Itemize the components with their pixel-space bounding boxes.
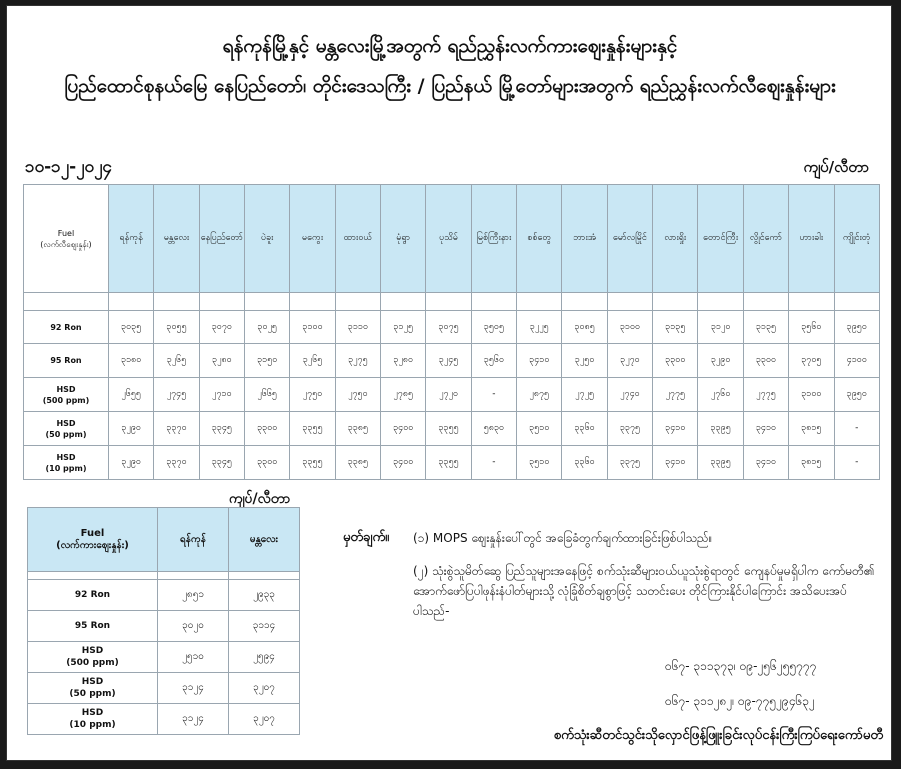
wholesale-table-body	[28, 572, 300, 735]
price-cell: ၂၈၇၅	[517, 378, 562, 412]
price-cell: ၃၈၁၅	[789, 446, 834, 480]
price-cell: ၃၉၅၀	[834, 311, 880, 344]
price-cell: ၂၇၂၀	[426, 378, 471, 412]
contact-phone-1: ၀၆၇- ၃၁၁၃၇၃၊ ၀၉-၂၅၆၂၅၅၇၇၇	[665, 659, 817, 673]
table-row	[28, 580, 300, 611]
retail-table-header-row	[24, 185, 880, 293]
price-cell: ၃၄၀၀	[381, 446, 426, 480]
price-cell: ၂၈၅၁	[158, 580, 229, 611]
price-cell: ၃၄၁၀	[743, 446, 788, 480]
price-cell: ၃၂၉၀	[109, 446, 154, 480]
price-cell: ၃၁၁၄	[229, 611, 300, 642]
price-cell: ၂၆၅၅	[109, 378, 154, 412]
city-column-header: မကွေး	[290, 185, 335, 293]
price-cell: ၃၁၂၄	[158, 704, 229, 735]
city-column-header: ရန်ကုန်	[109, 185, 154, 293]
price-cell: ၃၉၅၀	[834, 378, 880, 412]
price-cell: -	[834, 412, 880, 446]
fuel-type-grade: (10 ppm)	[69, 720, 116, 730]
price-cell: -	[471, 446, 516, 480]
table-spacer-row	[28, 572, 300, 580]
price-cell: ၃၃၇၀	[154, 446, 199, 480]
price-cell: ၃၁၀၀	[607, 311, 652, 344]
price-cell: ၃၃၄၅	[199, 446, 244, 480]
table-row	[24, 311, 880, 344]
fuel-type-name: 92 Ron	[74, 590, 111, 600]
title-line-2: ပြည်ထောင်စုနယ်မြေ နေပြည်တော်၊ တိုင်းဒေသကြီး / ပြည်နယ် မြို့တော်များအတွက် ရည်ညွှန်းလက်လီဈေးနှုန်းများ	[64, 75, 836, 97]
price-cell: ၃၃၅၅	[426, 412, 471, 446]
price-cell: ၃၅၀၅	[471, 311, 516, 344]
city-column-header: တောင်ကြီး	[698, 185, 743, 293]
fuel-type-cell	[28, 642, 158, 673]
table-row	[24, 378, 880, 412]
retail-price-table	[23, 184, 880, 480]
price-cell: ၂၇၅၀	[290, 378, 335, 412]
price-cell: ၃၀၈၅	[562, 311, 607, 344]
price-cell: ၃၂၀၇	[229, 704, 300, 735]
price-cell: ၃၀၂၅	[245, 311, 290, 344]
wholesale-table-header-row	[28, 508, 300, 572]
price-cell: ၃၂၉၀	[109, 412, 154, 446]
price-cell: ၂၇၈၅	[381, 378, 426, 412]
price-cell: ၃၃၉၅	[698, 412, 743, 446]
fuel-type-cell	[24, 378, 109, 412]
wholesale-col-yangon: ရန်ကုန်	[158, 508, 229, 572]
fuel-type-grade: (500 ppm)	[66, 658, 119, 668]
price-cell: ၃၃၀၀	[743, 344, 788, 378]
wholesale-fuel-header	[28, 508, 158, 572]
city-column-header: မန္တလေး	[154, 185, 199, 293]
city-column-header: ထားဝယ်	[335, 185, 380, 293]
price-cell: ၃၇၀၅	[789, 344, 834, 378]
price-cell: ၃၅၆၀	[471, 344, 516, 378]
price-cell: ၂၇၆၀	[698, 378, 743, 412]
contact-phone-2: ၀၆၇- ၃၁၁၂၈၂၊ ၀၉-၇၇၅၂၉၄၆၃၂	[665, 694, 815, 708]
price-cell: ၃၃၈၅	[335, 412, 380, 446]
price-cell: ၂၇၁၀	[199, 378, 244, 412]
price-cell: ၃၃၀၀	[245, 412, 290, 446]
notes-label: မှတ်ချက်။	[343, 530, 390, 545]
price-cell: ၃၂၇၅	[335, 344, 380, 378]
committee-signature: စက်သုံးဆီတင်သွင်းသိုလှောင်ဖြန့်ဖြူးခြင်းလုပ်ငန်းကြီးကြပ်ရေးကော်မတီ	[553, 728, 883, 743]
table-row	[24, 344, 880, 378]
price-cell: ၃၁၁၀	[335, 311, 380, 344]
wholesale-fuel-header-subtitle: (လက်ကားဈေးနှုန်း)	[56, 539, 129, 551]
price-cell: -	[834, 446, 880, 480]
fuel-type-name: HSD	[56, 452, 76, 462]
price-cell: ၃၄၁၀	[653, 412, 698, 446]
price-cell: ၃၂၆၅	[290, 344, 335, 378]
fuel-type-name: HSD	[81, 646, 104, 656]
fuel-type-name: HSD	[81, 708, 104, 718]
price-cell: -	[471, 378, 516, 412]
price-cell: ၃၂၇၀	[607, 344, 652, 378]
price-cell: ၂၇၇၅	[743, 378, 788, 412]
city-column-header: မြစ်ကြီးနား	[471, 185, 516, 293]
price-cell: ၃၀၅၅	[154, 311, 199, 344]
price-cell: ၂၇၅၀	[335, 378, 380, 412]
price-cell: ၃၃၅၅	[290, 412, 335, 446]
price-cell: ၃၅၁၀	[517, 446, 562, 480]
fuel-header-title: Fuel	[57, 228, 75, 238]
fuel-type-name: 92 Ron	[50, 322, 82, 332]
price-cell: ၃၂၅၀	[562, 344, 607, 378]
price-cell: ၃၂၉၀	[698, 344, 743, 378]
city-column-header: နေပြည်တော်	[199, 185, 244, 293]
price-cell: ၂၇၄၅	[154, 378, 199, 412]
fuel-type-name: 95 Ron	[50, 356, 82, 365]
city-column-header: စစ်တွေ	[517, 185, 562, 293]
price-cell: ၃၄၁၀	[517, 344, 562, 378]
price-cell: ၃၄၁၀	[743, 412, 788, 446]
fuel-type-name: HSD	[56, 418, 76, 428]
fuel-type-grade: (50 ppm)	[45, 429, 87, 439]
price-cell: ၃၃၉၅	[698, 446, 743, 480]
price-cell: ၃၁၀၀	[789, 378, 834, 412]
price-cell: ၃၁၃၅	[743, 311, 788, 344]
fuel-type-cell	[28, 704, 158, 735]
city-column-header: လွိုင်ကော်	[743, 185, 788, 293]
price-cell: ၃၁၂၀	[698, 311, 743, 344]
price-cell: ၃၁၂၄	[158, 673, 229, 704]
city-column-header: မော်လမြိုင်	[607, 185, 652, 293]
table-row	[28, 642, 300, 673]
notice-date: ၁၀-၁၂-၂၀၂၄	[25, 157, 112, 177]
fuel-type-grade: (500 ppm)	[42, 395, 90, 405]
price-cell: ၅၈၃၀	[471, 412, 516, 446]
table-row	[28, 611, 300, 642]
price-cell: ၃၀၂၀	[158, 611, 229, 642]
fuel-type-grade: (10 ppm)	[45, 463, 87, 473]
city-column-header: မုံရွာ	[381, 185, 426, 293]
fuel-column-header	[24, 185, 109, 293]
fuel-type-cell	[24, 446, 109, 480]
price-cell: ၃၃၀၀	[653, 344, 698, 378]
retail-table-body	[24, 293, 880, 480]
table-row	[24, 412, 880, 446]
price-cell: ၃၁၀၀	[290, 311, 335, 344]
price-cell: ၃၃၈၅	[335, 446, 380, 480]
price-cell: ၃၅၁၀	[517, 412, 562, 446]
price-cell: ၃၃၆၀	[562, 446, 607, 480]
price-cell: ၃၂၈၀	[199, 344, 244, 378]
price-cell: ၃၃၅၅	[426, 446, 471, 480]
price-cell: ၃၂၆၅	[154, 344, 199, 378]
city-column-header: ဟားခါး	[789, 185, 834, 293]
price-unit-label: ကျပ်/လီတာ	[803, 158, 869, 176]
price-cell: ၃၂၀၇	[229, 673, 300, 704]
fuel-type-name: HSD	[81, 677, 104, 687]
price-cell: ၃၀၃၅	[109, 311, 154, 344]
fuel-type-cell	[24, 311, 109, 344]
price-cell: ၃၃၆၀	[562, 412, 607, 446]
fuel-type-name: HSD	[56, 384, 76, 394]
fuel-type-cell	[28, 673, 158, 704]
fuel-type-cell	[24, 412, 109, 446]
price-cell: ၂၉၃၃	[229, 580, 300, 611]
city-column-header: ဘားအံ	[562, 185, 607, 293]
price-cell: ၃၀၇၅	[426, 311, 471, 344]
price-cell: ၃၅၆၀	[789, 311, 834, 344]
price-cell: ၃၁၂၅	[381, 311, 426, 344]
fuel-type-name: 95 Ron	[74, 621, 111, 631]
price-cell: ၂၆၆၅	[245, 378, 290, 412]
city-column-header: လားရှိုး	[653, 185, 698, 293]
fuel-type-cell	[24, 344, 109, 378]
price-cell: ၂၅၁၀	[158, 642, 229, 673]
price-cell: ၃၂၈၀	[381, 344, 426, 378]
price-cell: ၂၅၉၄	[229, 642, 300, 673]
city-column-header: ပဲခူး	[245, 185, 290, 293]
price-cell: ၃၃၇၀	[154, 412, 199, 446]
price-cell: ၃၃၅၅	[290, 446, 335, 480]
fuel-type-grade: (50 ppm)	[69, 689, 116, 699]
price-cell: ၄၁၀၀	[834, 344, 880, 378]
table-spacer-row	[24, 293, 880, 311]
price-cell: ၂၇၇၅	[653, 378, 698, 412]
wholesale-unit-label: ကျပ်/လီတာ	[229, 491, 291, 507]
wholesale-col-mandalay: မန္တလေး	[229, 508, 300, 572]
price-cell: ၃၃၇၅	[607, 446, 652, 480]
title-line-1: ရန်ကုန်မြို့နှင့် မန္တလေးမြို့အတွက် ရည်ညွှန်းလက်ကားဈေးနှုန်းများနှင့်	[222, 35, 678, 57]
price-cell: ၃၄၀၀	[381, 412, 426, 446]
price-cell: ၃၀၇၀	[199, 311, 244, 344]
price-cell: ၃၁၈၀	[109, 344, 154, 378]
price-cell: ၃၂၂၅	[517, 311, 562, 344]
price-cell: ၃၃၀၀	[245, 446, 290, 480]
city-column-header: ပုသိမ်	[426, 185, 471, 293]
note-1: (၁) MOPS ဈေးနှုန်းပေါ်တွင် အခြေခံတွက်ချက်ထားခြင်းဖြစ်ပါသည်။	[413, 531, 713, 545]
price-cell: ၃၄၁၀	[653, 446, 698, 480]
wholesale-price-table	[27, 507, 300, 735]
table-row	[24, 446, 880, 480]
price-cell: ၃၁၃၅	[653, 311, 698, 344]
table-row	[28, 704, 300, 735]
price-cell: ၃၃၄၅	[199, 412, 244, 446]
price-cell: ၃၃၇၅	[607, 412, 652, 446]
table-row	[28, 673, 300, 704]
price-cell: ၃၂၄၅	[426, 344, 471, 378]
city-column-header: ကျိုင်းတုံ	[834, 185, 880, 293]
note-2: (၂) သုံးစွဲသူမိတ်ဆွေ ပြည်သူများအနေဖြင့် စက်သုံးဆီများဝယ်ယူသုံးစွဲရာတွင် ကျေနပ်မှုမရှိပါက ကော်မတီ၏ အောက်ဖော်ပြပါဖုန်းနံပါတ်များသို့ လုံခြုံစိတ်ချစွာဖြင့် သတင်းပေး တိုင်ကြားနိုင်ပါကြောင်း အသိပေးအပ်ပါသည်-	[413, 564, 875, 618]
wholesale-fuel-header-title: Fuel	[80, 527, 105, 539]
price-cell: ၃၁၅၀	[245, 344, 290, 378]
price-cell: ၂၇၂၅	[562, 378, 607, 412]
fuel-header-subtitle: (လက်လီဈေးနှုန်း)	[40, 239, 92, 249]
fuel-type-cell	[28, 611, 158, 642]
price-cell: ၃၈၁၅	[789, 412, 834, 446]
price-cell: ၂၇၄၀	[607, 378, 652, 412]
price-notice-page	[6, 5, 892, 761]
fuel-type-cell	[28, 580, 158, 611]
